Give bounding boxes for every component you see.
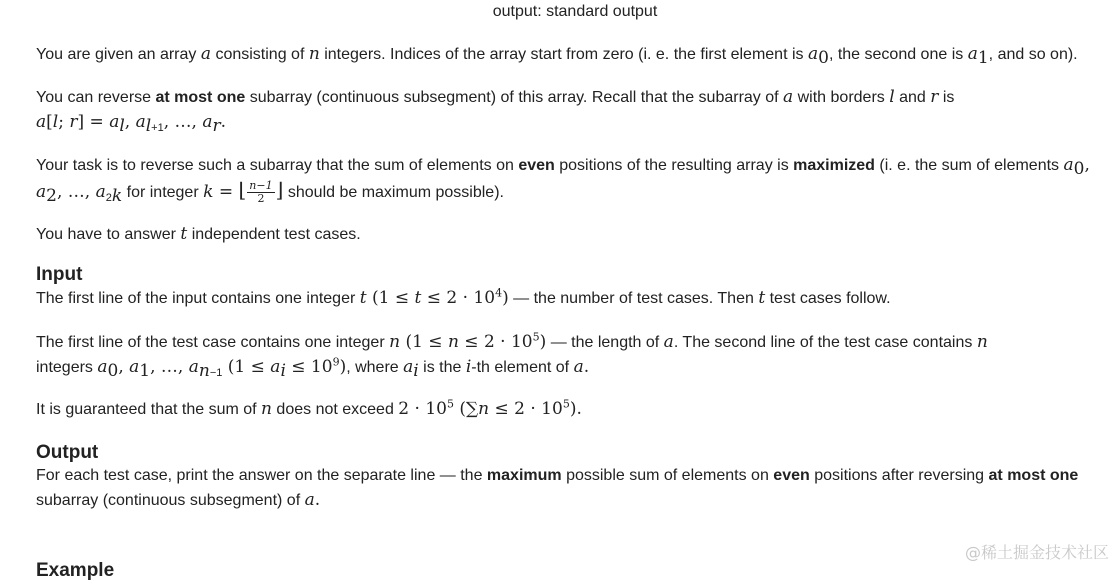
example-heading-partial: Example [36, 560, 115, 581]
statement-paragraph-array: You are given an array a consisting of n integers. Indices of the array start from zero (i. e. the first element is $a_0$, the second one is $a_1$, and so on). [36, 44, 1078, 69]
watermark: @稀土掘金技术社区 [964, 543, 1109, 562]
statement-paragraph-testcases: You have to answer t independent test cases. [36, 224, 361, 245]
output-paragraph: For each test case, print the answer on the separate line — the maximum possible sum of elements on even positions after reversing at most one subarray (continuous subsegment) of a. [36, 467, 1079, 511]
statement-paragraph-task: Your task is to reverse such a subarray that the sum of elements on even positions of the resulting array is maximized (i. e. the sum of elements $a_0$, $a_2$, …, $a_{2k}$ for integer k = ⌊ $\frac{n-1}{2}$ ⌋ should be maximum possible). [36, 155, 1090, 207]
input-paragraph-t: The first line of the input contains one integer t $(1 \le t \le 2 \cdot 10^4)$ — the number of test cases. Then t test cases follow. [36, 286, 891, 309]
problem-statement [36, 42, 1115, 530]
output-heading: Output [36, 442, 99, 464]
input-paragraph-testcase: The first line of the test case contains one integer n $(1 \le n \le 2 \cdot 10^5)$ — the length of a. The second line of the test case contains n integers $a_0$, $a_1$, …, $a_{n-1}$ $(1 \le a_i \le 10^9)$, where $a_i$ is the i-th element of a. [36, 330, 988, 382]
input-heading: Input [36, 264, 83, 286]
statement-paragraph-reverse: You can reverse at most one subarray (continuous subsegment) of this array. Recall that the subarray of a with borders l and r is a[l; $r] = a_l$, $a_{l+1}$, …, $a_r$. [36, 87, 955, 137]
input-paragraph-guarantee: It is guaranteed that the sum of n does not exceed $2 \cdot 10^5$ $(\sum n \le 2 \cdot 10^5)$. [36, 397, 582, 420]
output-spec-line: output: standard output [492, 3, 658, 20]
